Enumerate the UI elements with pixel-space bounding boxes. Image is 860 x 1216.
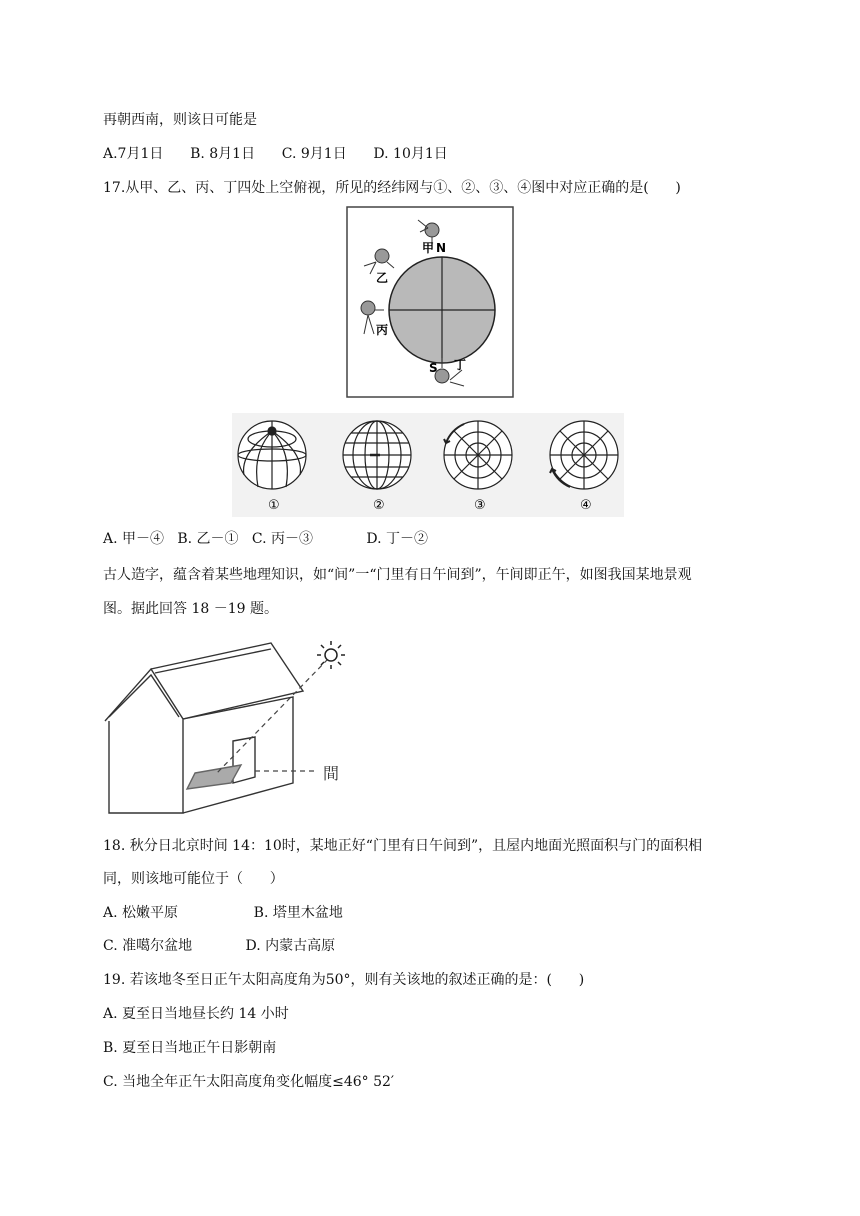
label-yi: 乙 <box>376 271 389 285</box>
observers-globe-figure <box>346 206 514 398</box>
q19-option-a: A. 夏至日当地昼长约 14 小时 <box>103 1006 289 1022</box>
label-north: N <box>436 241 447 255</box>
label-jian: 間 <box>323 764 340 783</box>
q18-options-ab: A. 松嫩平原 B. 塔里木盆地 <box>103 905 343 921</box>
q18-options-cd: C. 准噶尔盆地 D. 内蒙古高原 <box>103 938 336 954</box>
intro-line-1: 古人造字，蕴含着某些地理知识，如“间”一“门里有日午间到”，午间即正午，如图我国某地景观 <box>103 567 692 583</box>
graticule-3-icon <box>444 421 512 489</box>
q17-options: A. 甲－④ B. 乙－① C. 丙－③ D. 丁－② <box>103 531 429 547</box>
sun-icon <box>317 641 345 669</box>
label-ding: 丁 <box>454 358 467 372</box>
intro-line-2: 图。据此回答 18 －19 题。 <box>103 601 278 617</box>
label-south: S <box>429 361 438 375</box>
caption-2: ② <box>373 498 385 513</box>
q19-option-b: B. 夏至日当地正午日影朝南 <box>103 1040 277 1056</box>
caption-3: ③ <box>474 498 486 513</box>
house-sun-figure <box>103 635 357 817</box>
q19-stem: 19. 若该地冬至日正午太阳高度角为50°，则有关该地的叙述正确的是：( ) <box>103 972 585 988</box>
q18-stem-2: 同，则该地可能位于（ ） <box>103 871 284 887</box>
graticule-1-icon <box>238 421 306 489</box>
text-line-1: 再朝西南，则该日可能是 <box>103 112 257 128</box>
graticule-2-icon <box>343 421 411 489</box>
q19-option-c: C. 当地全年正午太阳高度角变化幅度≤46° 52′ <box>103 1074 395 1090</box>
label-bing: 丙 <box>376 323 389 337</box>
q18-stem-1: 18. 秋分日北京时间 14：10时，某地正好“门里有日午间到”，且屋内地面光照面积与门的面积相 <box>103 838 703 854</box>
caption-4: ④ <box>580 498 592 513</box>
graticule-options-figure <box>232 413 624 517</box>
caption-1: ① <box>268 498 280 513</box>
graticule-4-icon <box>550 421 618 489</box>
label-jia: 甲 <box>422 241 435 255</box>
q17-stem: 17.从甲、乙、丙、丁四处上空俯视，所见的经纬网与①、②、③、④图中对应正确的是( ) <box>103 180 681 196</box>
q16-options: A.7月1日 B. 8月1日 C. 9月1日 D. 10月1日 <box>103 146 448 162</box>
